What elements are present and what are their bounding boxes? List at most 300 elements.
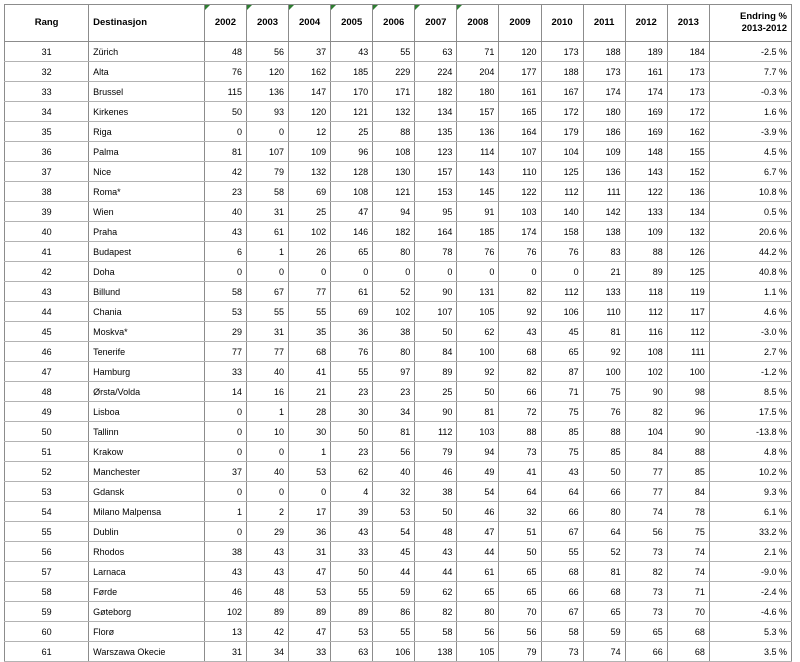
cell-year-value[interactable]: 185 [331, 62, 373, 82]
cell-year-value[interactable]: 38 [204, 542, 246, 562]
cell-year-value[interactable]: 180 [583, 102, 625, 122]
cell-year-value[interactable]: 62 [457, 322, 499, 342]
cell-year-value[interactable]: 0 [541, 262, 583, 282]
cell-year-value[interactable]: 48 [204, 42, 246, 62]
cell-year-value[interactable]: 112 [625, 302, 667, 322]
cell-year-value[interactable]: 78 [667, 502, 709, 522]
cell-year-value[interactable]: 132 [667, 222, 709, 242]
cell-year-value[interactable]: 229 [373, 62, 415, 82]
cell-year-value[interactable]: 30 [289, 422, 331, 442]
cell-year-value[interactable]: 33 [204, 362, 246, 382]
cell-year-value[interactable]: 68 [667, 642, 709, 662]
cell-year-value[interactable]: 66 [499, 382, 541, 402]
cell-rang[interactable]: 59 [5, 602, 89, 622]
cell-year-value[interactable]: 138 [415, 642, 457, 662]
cell-endring[interactable]: 10.8 % [709, 182, 791, 202]
cell-endring[interactable]: 3.5 % [709, 642, 791, 662]
cell-year-value[interactable]: 16 [246, 382, 288, 402]
cell-year-value[interactable]: 81 [583, 562, 625, 582]
cell-year-value[interactable]: 48 [246, 582, 288, 602]
cell-year-value[interactable]: 185 [457, 222, 499, 242]
cell-endring[interactable]: 5.3 % [709, 622, 791, 642]
cell-year-value[interactable]: 36 [289, 522, 331, 542]
cell-year-value[interactable]: 72 [499, 402, 541, 422]
cell-year-value[interactable]: 38 [415, 482, 457, 502]
cell-destinasjon[interactable]: Roma* [89, 182, 205, 202]
cell-destinasjon[interactable]: Lisboa [89, 402, 205, 422]
cell-year-value[interactable]: 110 [583, 302, 625, 322]
cell-rang[interactable]: 51 [5, 442, 89, 462]
cell-year-value[interactable]: 43 [246, 542, 288, 562]
cell-year-value[interactable]: 32 [499, 502, 541, 522]
cell-year-value[interactable]: 23 [373, 382, 415, 402]
cell-year-value[interactable]: 47 [289, 562, 331, 582]
cell-endring[interactable]: 7.7 % [709, 62, 791, 82]
cell-year-value[interactable]: 76 [204, 62, 246, 82]
cell-year-value[interactable]: 77 [625, 462, 667, 482]
cell-year-value[interactable]: 48 [415, 522, 457, 542]
cell-year-value[interactable]: 34 [373, 402, 415, 422]
cell-rang[interactable]: 48 [5, 382, 89, 402]
cell-year-value[interactable]: 157 [457, 102, 499, 122]
cell-endring[interactable]: 2.1 % [709, 542, 791, 562]
cell-year-value[interactable]: 53 [373, 502, 415, 522]
cell-year-value[interactable]: 136 [246, 82, 288, 102]
cell-year-value[interactable]: 87 [541, 362, 583, 382]
cell-year-value[interactable]: 88 [583, 422, 625, 442]
cell-year-value[interactable]: 0 [499, 262, 541, 282]
cell-year-value[interactable]: 62 [415, 582, 457, 602]
cell-year-value[interactable]: 189 [625, 42, 667, 62]
cell-year-value[interactable]: 174 [583, 82, 625, 102]
cell-year-value[interactable]: 14 [204, 382, 246, 402]
cell-year-value[interactable]: 91 [457, 202, 499, 222]
cell-year-value[interactable]: 169 [625, 102, 667, 122]
cell-endring[interactable]: -2.4 % [709, 582, 791, 602]
cell-year-value[interactable]: 107 [499, 142, 541, 162]
cell-rang[interactable]: 35 [5, 122, 89, 142]
cell-year-value[interactable]: 67 [541, 602, 583, 622]
cell-year-value[interactable]: 70 [499, 602, 541, 622]
cell-destinasjon[interactable]: Florø [89, 622, 205, 642]
cell-year-value[interactable]: 88 [625, 242, 667, 262]
cell-rang[interactable]: 38 [5, 182, 89, 202]
cell-destinasjon[interactable]: Zürich [89, 42, 205, 62]
cell-year-value[interactable]: 112 [667, 322, 709, 342]
cell-year-value[interactable]: 84 [667, 482, 709, 502]
cell-year-value[interactable]: 69 [331, 302, 373, 322]
cell-year-value[interactable]: 173 [541, 42, 583, 62]
cell-year-value[interactable]: 77 [246, 342, 288, 362]
cell-year-value[interactable]: 0 [415, 262, 457, 282]
cell-destinasjon[interactable]: Doha [89, 262, 205, 282]
cell-endring[interactable]: 10.2 % [709, 462, 791, 482]
cell-year-value[interactable]: 65 [331, 242, 373, 262]
cell-year-value[interactable]: 90 [415, 402, 457, 422]
cell-year-value[interactable]: 47 [457, 522, 499, 542]
cell-year-value[interactable]: 58 [246, 182, 288, 202]
cell-year-value[interactable]: 92 [457, 362, 499, 382]
cell-destinasjon[interactable]: Ørsta/Volda [89, 382, 205, 402]
cell-endring[interactable]: 6.7 % [709, 162, 791, 182]
cell-year-value[interactable]: 41 [499, 462, 541, 482]
cell-endring[interactable]: -1.2 % [709, 362, 791, 382]
cell-year-value[interactable]: 121 [331, 102, 373, 122]
cell-year-value[interactable]: 94 [373, 202, 415, 222]
cell-year-value[interactable]: 117 [667, 302, 709, 322]
cell-year-value[interactable]: 37 [289, 42, 331, 62]
cell-endring[interactable]: 44.2 % [709, 242, 791, 262]
cell-year-value[interactable]: 105 [457, 642, 499, 662]
cell-year-value[interactable]: 40 [246, 462, 288, 482]
cell-year-value[interactable]: 98 [667, 382, 709, 402]
cell-rang[interactable]: 42 [5, 262, 89, 282]
cell-year-value[interactable]: 40 [204, 202, 246, 222]
cell-year-value[interactable]: 86 [373, 602, 415, 622]
cell-destinasjon[interactable]: Alta [89, 62, 205, 82]
cell-year-value[interactable]: 43 [415, 542, 457, 562]
cell-rang[interactable]: 41 [5, 242, 89, 262]
cell-year-value[interactable]: 63 [331, 642, 373, 662]
cell-year-value[interactable]: 53 [331, 622, 373, 642]
cell-year-value[interactable]: 37 [204, 462, 246, 482]
cell-year-value[interactable]: 81 [583, 322, 625, 342]
cell-year-value[interactable]: 188 [583, 42, 625, 62]
cell-year-value[interactable]: 116 [625, 322, 667, 342]
cell-year-value[interactable]: 0 [246, 482, 288, 502]
cell-year-value[interactable]: 10 [246, 422, 288, 442]
cell-year-value[interactable]: 1 [246, 242, 288, 262]
cell-destinasjon[interactable]: Rhodos [89, 542, 205, 562]
cell-year-value[interactable]: 0 [204, 122, 246, 142]
cell-year-value[interactable]: 82 [625, 562, 667, 582]
cell-year-value[interactable]: 46 [415, 462, 457, 482]
cell-year-value[interactable]: 50 [457, 382, 499, 402]
cell-endring[interactable]: 4.6 % [709, 302, 791, 322]
cell-endring[interactable]: -4.6 % [709, 602, 791, 622]
cell-year-value[interactable]: 77 [289, 282, 331, 302]
cell-rang[interactable]: 45 [5, 322, 89, 342]
cell-year-value[interactable]: 0 [289, 482, 331, 502]
cell-year-value[interactable]: 26 [289, 242, 331, 262]
cell-year-value[interactable]: 109 [289, 142, 331, 162]
cell-year-value[interactable]: 95 [415, 202, 457, 222]
cell-year-value[interactable]: 0 [246, 122, 288, 142]
cell-year-value[interactable]: 80 [373, 242, 415, 262]
cell-year-value[interactable]: 167 [541, 82, 583, 102]
cell-year-value[interactable]: 132 [373, 102, 415, 122]
cell-endring[interactable]: 4.8 % [709, 442, 791, 462]
cell-year-value[interactable]: 4 [331, 482, 373, 502]
cell-year-value[interactable]: 90 [667, 422, 709, 442]
cell-year-value[interactable]: 136 [457, 122, 499, 142]
cell-year-value[interactable]: 109 [583, 142, 625, 162]
cell-year-value[interactable]: 67 [246, 282, 288, 302]
cell-year-value[interactable]: 89 [415, 362, 457, 382]
cell-year-value[interactable]: 164 [499, 122, 541, 142]
cell-year-value[interactable]: 119 [667, 282, 709, 302]
cell-endring[interactable]: 8.5 % [709, 382, 791, 402]
cell-year-value[interactable]: 76 [457, 242, 499, 262]
cell-destinasjon[interactable]: Tenerife [89, 342, 205, 362]
cell-rang[interactable]: 46 [5, 342, 89, 362]
cell-year-value[interactable]: 143 [625, 162, 667, 182]
cell-year-value[interactable]: 17 [289, 502, 331, 522]
cell-year-value[interactable]: 70 [667, 602, 709, 622]
cell-endring[interactable]: 40.8 % [709, 262, 791, 282]
cell-year-value[interactable]: 92 [499, 302, 541, 322]
cell-year-value[interactable]: 85 [541, 422, 583, 442]
cell-year-value[interactable]: 123 [415, 142, 457, 162]
cell-year-value[interactable]: 47 [331, 202, 373, 222]
cell-endring[interactable]: 20.6 % [709, 222, 791, 242]
cell-year-value[interactable]: 75 [541, 402, 583, 422]
cell-year-value[interactable]: 77 [204, 342, 246, 362]
cell-year-value[interactable]: 61 [246, 222, 288, 242]
cell-year-value[interactable]: 106 [373, 642, 415, 662]
cell-year-value[interactable]: 146 [331, 222, 373, 242]
cell-year-value[interactable]: 82 [625, 402, 667, 422]
cell-year-value[interactable]: 82 [499, 282, 541, 302]
cell-year-value[interactable]: 162 [289, 62, 331, 82]
cell-year-value[interactable]: 81 [457, 402, 499, 422]
cell-year-value[interactable]: 153 [415, 182, 457, 202]
cell-year-value[interactable]: 44 [373, 562, 415, 582]
cell-year-value[interactable]: 204 [457, 62, 499, 82]
cell-year-value[interactable]: 152 [667, 162, 709, 182]
cell-year-value[interactable]: 224 [415, 62, 457, 82]
cell-year-value[interactable]: 56 [625, 522, 667, 542]
cell-year-value[interactable]: 43 [331, 42, 373, 62]
cell-destinasjon[interactable]: Riga [89, 122, 205, 142]
cell-year-value[interactable]: 34 [246, 642, 288, 662]
cell-year-value[interactable]: 29 [204, 322, 246, 342]
cell-year-value[interactable]: 75 [667, 522, 709, 542]
cell-year-value[interactable]: 147 [289, 82, 331, 102]
cell-year-value[interactable]: 102 [373, 302, 415, 322]
cell-year-value[interactable]: 76 [499, 242, 541, 262]
cell-year-value[interactable]: 23 [204, 182, 246, 202]
cell-rang[interactable]: 54 [5, 502, 89, 522]
cell-year-value[interactable]: 42 [204, 162, 246, 182]
cell-year-value[interactable]: 2 [246, 502, 288, 522]
cell-year-value[interactable]: 68 [583, 582, 625, 602]
cell-year-value[interactable]: 13 [204, 622, 246, 642]
cell-year-value[interactable]: 55 [373, 622, 415, 642]
cell-year-value[interactable]: 54 [373, 522, 415, 542]
cell-rang[interactable]: 52 [5, 462, 89, 482]
cell-year-value[interactable]: 170 [331, 82, 373, 102]
cell-year-value[interactable]: 66 [541, 502, 583, 522]
cell-year-value[interactable]: 84 [415, 342, 457, 362]
cell-year-value[interactable]: 12 [289, 122, 331, 142]
cell-year-value[interactable]: 41 [289, 362, 331, 382]
cell-year-value[interactable]: 143 [457, 162, 499, 182]
cell-rang[interactable]: 33 [5, 82, 89, 102]
cell-year-value[interactable]: 100 [667, 362, 709, 382]
cell-year-value[interactable]: 107 [415, 302, 457, 322]
cell-year-value[interactable]: 53 [204, 302, 246, 322]
cell-destinasjon[interactable]: Warszawa Okecie [89, 642, 205, 662]
cell-destinasjon[interactable]: Gøteborg [89, 602, 205, 622]
cell-destinasjon[interactable]: Milano Malpensa [89, 502, 205, 522]
cell-year-value[interactable]: 33 [289, 642, 331, 662]
cell-destinasjon[interactable]: Tallinn [89, 422, 205, 442]
cell-year-value[interactable]: 122 [625, 182, 667, 202]
cell-year-value[interactable]: 157 [415, 162, 457, 182]
cell-destinasjon[interactable]: Førde [89, 582, 205, 602]
cell-year-value[interactable]: 103 [499, 202, 541, 222]
cell-year-value[interactable]: 28 [289, 402, 331, 422]
cell-year-value[interactable]: 108 [625, 342, 667, 362]
cell-year-value[interactable]: 102 [625, 362, 667, 382]
cell-endring[interactable]: -0.3 % [709, 82, 791, 102]
cell-year-value[interactable]: 63 [415, 42, 457, 62]
cell-year-value[interactable]: 104 [541, 142, 583, 162]
cell-year-value[interactable]: 66 [541, 582, 583, 602]
cell-year-value[interactable]: 112 [415, 422, 457, 442]
cell-year-value[interactable]: 68 [541, 562, 583, 582]
cell-year-value[interactable]: 50 [499, 542, 541, 562]
cell-rang[interactable]: 53 [5, 482, 89, 502]
cell-year-value[interactable]: 179 [541, 122, 583, 142]
cell-year-value[interactable]: 52 [373, 282, 415, 302]
cell-year-value[interactable]: 31 [289, 542, 331, 562]
cell-endring[interactable]: -13.8 % [709, 422, 791, 442]
cell-year-value[interactable]: 25 [289, 202, 331, 222]
cell-year-value[interactable]: 40 [373, 462, 415, 482]
cell-year-value[interactable]: 111 [583, 182, 625, 202]
cell-endring[interactable]: 4.5 % [709, 142, 791, 162]
cell-year-value[interactable]: 73 [625, 602, 667, 622]
cell-year-value[interactable]: 52 [583, 542, 625, 562]
cell-year-value[interactable]: 73 [541, 642, 583, 662]
cell-year-value[interactable]: 58 [204, 282, 246, 302]
cell-year-value[interactable]: 42 [246, 622, 288, 642]
cell-year-value[interactable]: 43 [204, 562, 246, 582]
cell-destinasjon[interactable]: Dublin [89, 522, 205, 542]
cell-destinasjon[interactable]: Hamburg [89, 362, 205, 382]
cell-year-value[interactable]: 133 [583, 282, 625, 302]
cell-year-value[interactable]: 177 [499, 62, 541, 82]
cell-rang[interactable]: 40 [5, 222, 89, 242]
cell-year-value[interactable]: 155 [667, 142, 709, 162]
cell-year-value[interactable]: 188 [541, 62, 583, 82]
cell-year-value[interactable]: 172 [541, 102, 583, 122]
cell-year-value[interactable]: 36 [331, 322, 373, 342]
cell-rang[interactable]: 43 [5, 282, 89, 302]
cell-year-value[interactable]: 74 [667, 542, 709, 562]
cell-year-value[interactable]: 79 [415, 442, 457, 462]
cell-year-value[interactable]: 1 [246, 402, 288, 422]
cell-endring[interactable]: -2.5 % [709, 42, 791, 62]
cell-year-value[interactable]: 33 [331, 542, 373, 562]
cell-endring[interactable]: -9.0 % [709, 562, 791, 582]
cell-year-value[interactable]: 162 [667, 122, 709, 142]
cell-rang[interactable]: 32 [5, 62, 89, 82]
cell-year-value[interactable]: 102 [204, 602, 246, 622]
cell-year-value[interactable]: 136 [583, 162, 625, 182]
cell-year-value[interactable]: 0 [457, 262, 499, 282]
cell-year-value[interactable]: 81 [204, 142, 246, 162]
cell-year-value[interactable]: 89 [289, 602, 331, 622]
cell-year-value[interactable]: 50 [331, 562, 373, 582]
cell-destinasjon[interactable]: Praha [89, 222, 205, 242]
cell-year-value[interactable]: 173 [667, 82, 709, 102]
cell-destinasjon[interactable]: Nice [89, 162, 205, 182]
cell-year-value[interactable]: 130 [373, 162, 415, 182]
cell-year-value[interactable]: 59 [373, 582, 415, 602]
cell-year-value[interactable]: 46 [457, 502, 499, 522]
cell-year-value[interactable]: 82 [415, 602, 457, 622]
cell-destinasjon[interactable]: Manchester [89, 462, 205, 482]
cell-year-value[interactable]: 122 [499, 182, 541, 202]
cell-year-value[interactable]: 40 [246, 362, 288, 382]
cell-year-value[interactable]: 125 [541, 162, 583, 182]
cell-year-value[interactable]: 31 [246, 322, 288, 342]
cell-year-value[interactable]: 39 [331, 502, 373, 522]
cell-year-value[interactable]: 79 [499, 642, 541, 662]
cell-year-value[interactable]: 158 [541, 222, 583, 242]
cell-year-value[interactable]: 76 [583, 402, 625, 422]
cell-year-value[interactable]: 0 [246, 442, 288, 462]
cell-year-value[interactable]: 135 [415, 122, 457, 142]
cell-rang[interactable]: 39 [5, 202, 89, 222]
cell-year-value[interactable]: 71 [667, 582, 709, 602]
cell-year-value[interactable]: 46 [204, 582, 246, 602]
cell-year-value[interactable]: 186 [583, 122, 625, 142]
cell-year-value[interactable]: 82 [499, 362, 541, 382]
cell-year-value[interactable]: 84 [625, 442, 667, 462]
cell-year-value[interactable]: 68 [499, 342, 541, 362]
cell-year-value[interactable]: 50 [331, 422, 373, 442]
cell-rang[interactable]: 58 [5, 582, 89, 602]
cell-year-value[interactable]: 45 [373, 542, 415, 562]
cell-year-value[interactable]: 133 [625, 202, 667, 222]
cell-endring[interactable]: -3.0 % [709, 322, 791, 342]
cell-year-value[interactable]: 102 [289, 222, 331, 242]
cell-year-value[interactable]: 58 [541, 622, 583, 642]
cell-year-value[interactable]: 121 [373, 182, 415, 202]
cell-year-value[interactable]: 0 [204, 262, 246, 282]
cell-year-value[interactable]: 6 [204, 242, 246, 262]
cell-year-value[interactable]: 80 [457, 602, 499, 622]
cell-year-value[interactable]: 55 [541, 542, 583, 562]
cell-year-value[interactable]: 104 [625, 422, 667, 442]
cell-year-value[interactable]: 50 [583, 462, 625, 482]
cell-year-value[interactable]: 173 [667, 62, 709, 82]
cell-year-value[interactable]: 171 [373, 82, 415, 102]
cell-year-value[interactable]: 71 [457, 42, 499, 62]
cell-year-value[interactable]: 53 [289, 582, 331, 602]
cell-year-value[interactable]: 96 [667, 402, 709, 422]
cell-year-value[interactable]: 75 [541, 442, 583, 462]
cell-year-value[interactable]: 23 [331, 382, 373, 402]
cell-year-value[interactable]: 21 [583, 262, 625, 282]
cell-year-value[interactable]: 128 [331, 162, 373, 182]
cell-year-value[interactable]: 118 [625, 282, 667, 302]
cell-year-value[interactable]: 53 [289, 462, 331, 482]
cell-year-value[interactable]: 80 [583, 502, 625, 522]
cell-year-value[interactable]: 64 [499, 482, 541, 502]
cell-year-value[interactable]: 69 [289, 182, 331, 202]
cell-year-value[interactable]: 93 [246, 102, 288, 122]
cell-year-value[interactable]: 109 [625, 222, 667, 242]
cell-year-value[interactable]: 112 [541, 182, 583, 202]
cell-year-value[interactable]: 114 [457, 142, 499, 162]
cell-year-value[interactable]: 54 [457, 482, 499, 502]
cell-destinasjon[interactable]: Wien [89, 202, 205, 222]
